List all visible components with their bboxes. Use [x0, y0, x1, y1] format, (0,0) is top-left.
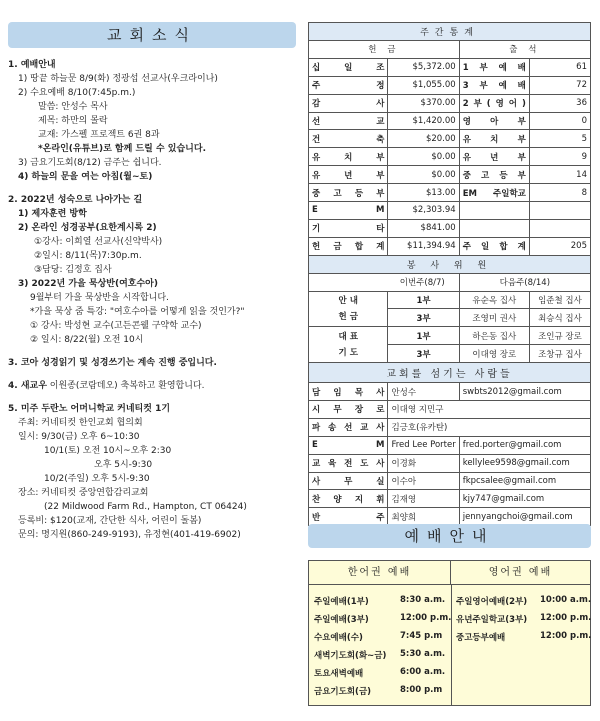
offering-label: 건 축 [309, 130, 388, 148]
service-part: 1부 [388, 291, 459, 309]
news-s2-b2: ②일시: 8/11(목)7:30p.m. [34, 251, 142, 261]
worship-name: 유년주일학교(3부) [456, 615, 528, 625]
news-s5-head: 5. 미주 두란노 어머니학교 커네티컷 1기 [8, 404, 171, 414]
offering-label: 주 정 [309, 76, 388, 94]
staff-role: E M [309, 436, 388, 454]
worship-name: 금요기도회(금) [314, 687, 372, 697]
news-s3: 3. 코아 성경읽기 및 성경쓰기는 계속 진행 중입니다. [8, 358, 217, 368]
service-part: 3부 [388, 309, 459, 327]
attendance-value: 36 [529, 94, 590, 112]
staff-role: 파 송 선 교 사 [309, 418, 388, 436]
staff-role: 찬 양 지 휘 [309, 490, 388, 508]
worship-name: 토요새벽예배 [314, 669, 364, 679]
offering-label: 유 치 부 [309, 148, 388, 166]
service-this-week-person: 하은동 집사 [459, 327, 529, 345]
worship-time: 10:00 a.m. [540, 595, 592, 605]
staff-row [309, 490, 591, 508]
attendance-label [459, 202, 529, 220]
attendance-label: 2 부 ( 영 어 ) [459, 94, 529, 112]
attendance-value: 5 [529, 130, 590, 148]
news-s5-l6: 장소: 커네티컷 중앙연합감리교회 [18, 488, 149, 498]
offering-label: 선 교 [309, 112, 388, 130]
news-s2-head: 2. 2022년 성숙으로 나아가는 길 [8, 195, 143, 205]
stats-row [309, 219, 591, 237]
news-s4-head: 4. 새교우 [8, 381, 47, 391]
attendance-value: 9 [529, 148, 590, 166]
news-s5-l8: 등록비: $120(교재, 간단한 식사, 어린이 돌봄) [18, 516, 202, 526]
attendance-value: 14 [529, 166, 590, 184]
attendance-value [529, 202, 590, 220]
attendance-label: 1 부 예 배 [459, 58, 529, 76]
staff-role: 교 육 전 도 사 [309, 454, 388, 472]
church-news-title: 교회소식 [107, 26, 197, 44]
attendance-label: 주 일 합 계 [459, 237, 529, 255]
news-s5-l2: 일시: 9/30(금) 오후 6~10:30 [18, 432, 140, 442]
news-s5-l9: 문의: 명지원(860-249-9193), 유정현(401-419-6902) [18, 530, 241, 540]
worship-name: 중고등부예배 [456, 633, 506, 643]
attendance-value: 205 [529, 237, 590, 255]
offering-head: 헌 금 [309, 41, 460, 59]
news-s1-d: 4) 하늘의 문을 여는 아침(월~토) [18, 172, 153, 182]
offering-value: $13.00 [388, 184, 459, 202]
attendance-value: 8 [529, 184, 590, 202]
staff-email: jennyangchoi@gmail.com [459, 508, 590, 526]
service-next-week: 다음주(8/14) [459, 273, 590, 291]
news-s5-l7: (22 Mildwood Farm Rd., Hampton, CT 06424) [44, 502, 247, 512]
staff-email: kjy747@gmail.com [459, 490, 590, 508]
attendance-label: EM 주일학교 [459, 184, 529, 202]
news-s2-b3: ③담당: 김정호 집사 [34, 265, 112, 275]
attendance-head: 출 석 [459, 41, 590, 59]
service-next-week-person: 최승식 집사 [529, 309, 590, 327]
staff-email: fred.porter@gmail.com [459, 436, 590, 454]
news-s1-b3: 교재: 가스펠 프로젝트 6권 8과 [38, 130, 160, 140]
staff-name: 김재영 [388, 490, 459, 508]
staff-role: 담 임 목 사 [309, 383, 388, 401]
offering-value: $1,420.00 [388, 112, 459, 130]
news-s5-l4: 오후 5시-9:30 [94, 460, 153, 470]
staff-name: Fred Lee Porter [388, 436, 459, 454]
offering-label: 중 고 등 부 [309, 184, 388, 202]
staff-row [309, 454, 591, 472]
staff-email: swbts2012@gmail.com [459, 383, 590, 401]
offering-value: $2,303.94 [388, 202, 459, 220]
staff-row [309, 472, 591, 490]
stats-row [309, 184, 591, 202]
news-s2-c4: ② 일시: 8/22(월) 오전 10시 [30, 335, 144, 345]
staff-email: fkpcsalee@gmail.com [459, 472, 590, 490]
attendance-value [529, 219, 590, 237]
news-section-3 [8, 356, 304, 370]
staff-email: kellylee9598@gmail.com [459, 454, 590, 472]
service-this-week-person: 유순옥 집사 [459, 291, 529, 309]
staff-name: 김긍호(유카탄) [388, 418, 591, 436]
offering-label: 십 일 조 [309, 58, 388, 76]
church-news-body [8, 58, 304, 551]
news-s2-c1: 9월부터 가을 묵상반을 시작합니다. [30, 293, 169, 303]
staff-row [309, 401, 591, 419]
service-title: 봉 사 위 원 [309, 255, 591, 273]
service-group-usher: 안 내 헌 금 [309, 291, 388, 327]
staff-name: 이대영 지민구 [388, 401, 591, 419]
staff-row [309, 383, 591, 401]
worship-guide-header [308, 524, 591, 548]
worship-guide-title: 예배안내 [404, 527, 495, 545]
weekly-stats-table [308, 22, 591, 526]
staff-title: 교회를 섬기는 사람들 [309, 363, 591, 383]
news-s1-b1: 말씀: 안성수 목사 [38, 102, 108, 112]
service-part: 1부 [388, 327, 459, 345]
offering-value: $20.00 [388, 130, 459, 148]
worship-time: 8:30 a.m. [400, 595, 446, 605]
stats-row [309, 58, 591, 76]
offering-value: $1,055.00 [388, 76, 459, 94]
news-s4-text: 이원종(코람데오) 축복하고 환영합니다. [49, 381, 205, 391]
worship-name: 주일예배(3부) [314, 615, 369, 625]
offering-label: 유 년 부 [309, 166, 388, 184]
church-news-header [8, 22, 296, 48]
news-s1-c: 3) 금요기도회(8/12) 금주는 쉽니다. [18, 158, 162, 168]
news-s5-l5: 10/2(주일) 오후 5시-9:30 [44, 474, 150, 484]
staff-row [309, 418, 591, 436]
stats-row [309, 148, 591, 166]
news-s1-b2: 제목: 하만의 몰락 [38, 116, 108, 126]
attendance-label [459, 219, 529, 237]
worship-divider [451, 585, 452, 705]
service-next-week-person: 임준철 집사 [529, 291, 590, 309]
news-s1-b4: *온라인(유튜브)로 함께 드릴 수 있습니다. [38, 144, 206, 154]
offering-value: $5,372.00 [388, 58, 459, 76]
news-section-5 [8, 402, 304, 542]
news-s1-b: 2) 수요예배 8/10(7:45p.m.) [18, 88, 136, 98]
service-row [309, 291, 591, 309]
offering-value: $0.00 [388, 148, 459, 166]
service-this-week-person: 이대영 장로 [459, 345, 529, 363]
worship-name: 새벽기도회(화~금) [314, 651, 387, 661]
attendance-label: 중 고 등 부 [459, 166, 529, 184]
korean-worship-head: 한어권 예배 [309, 561, 451, 585]
news-s2-b: 2) 온라인 성경공부(요한계시록 2) [18, 223, 157, 233]
english-worship-head: 영어권 예배 [451, 561, 590, 585]
worship-time: 6:00 a.m. [400, 667, 446, 677]
service-next-week-person: 조창규 집사 [529, 345, 590, 363]
service-row [309, 327, 591, 345]
stats-row [309, 130, 591, 148]
offering-value: $0.00 [388, 166, 459, 184]
news-section-2 [8, 193, 304, 347]
service-part: 3부 [388, 345, 459, 363]
stats-row [309, 76, 591, 94]
staff-name: 이수아 [388, 472, 459, 490]
worship-name: 주일예배(1부) [314, 597, 369, 607]
stats-row [309, 237, 591, 255]
worship-guide-box [308, 560, 591, 706]
stats-row [309, 112, 591, 130]
news-s2-b1: ①강사: 이희열 선교사(신약박사) [34, 237, 163, 247]
staff-name: 이경화 [388, 454, 459, 472]
offering-label: E M [309, 202, 388, 220]
offering-label: 기 타 [309, 219, 388, 237]
news-section-1 [8, 58, 304, 184]
worship-time: 7:45 p.m [400, 631, 443, 641]
worship-time: 12:00 p.m. [540, 631, 592, 641]
attendance-value: 61 [529, 58, 590, 76]
worship-time: 12:00 p.m. [540, 613, 592, 623]
worship-time: 8:00 p.m [400, 685, 443, 695]
offering-value: $370.00 [388, 94, 459, 112]
attendance-label: 유 년 부 [459, 148, 529, 166]
staff-row [309, 436, 591, 454]
stats-row [309, 94, 591, 112]
news-s2-a: 1) 제자훈련 방학 [18, 209, 87, 219]
staff-role: 시 무 장 로 [309, 401, 388, 419]
news-s2-c3: ① 강사: 박성현 교수(고든콘웰 구약학 교수) [30, 321, 202, 331]
stats-row [309, 202, 591, 220]
attendance-label: 3 부 예 배 [459, 76, 529, 94]
attendance-value: 72 [529, 76, 590, 94]
service-next-week-person: 조인규 장로 [529, 327, 590, 345]
attendance-label: 영 아 부 [459, 112, 529, 130]
offering-value: $841.00 [388, 219, 459, 237]
service-this-week: 이번주(8/7) [309, 273, 460, 291]
weekly-stats-title: 주간통계 [309, 23, 591, 41]
stats-row [309, 166, 591, 184]
staff-role: 사 무 실 [309, 472, 388, 490]
offering-label: 감 사 [309, 94, 388, 112]
service-group-prayer: 대 표 기 도 [309, 327, 388, 363]
news-s5-l3: 10/1(토) 오전 10시~오후 2:30 [44, 446, 172, 456]
news-s5-l1: 주최: 커네티컷 한인교회 협의회 [18, 418, 143, 428]
news-s2-c2: *가을 묵상 줌 특강: "여호수아를 어떻게 읽을 것인가?" [30, 307, 245, 317]
attendance-label: 유 치 부 [459, 130, 529, 148]
offering-value: $11,394.94 [388, 237, 459, 255]
news-section-4 [8, 379, 304, 393]
worship-time: 12:00 p.m. [400, 613, 452, 623]
worship-name: 수요예배(수) [314, 633, 363, 643]
service-this-week-person: 조영미 권사 [459, 309, 529, 327]
staff-name: 최양희 [388, 508, 459, 526]
staff-role: 반 주 [309, 508, 388, 526]
news-s1-a: 1) 땅끝 하늘문 8/9(화) 정광섭 선교사(우크라이나) [18, 74, 218, 84]
offering-label: 헌 금 합 계 [309, 237, 388, 255]
worship-name: 주일영어예배(2부) [456, 597, 528, 607]
staff-name: 안성수 [388, 383, 459, 401]
news-s2-c: 3) 2022년 가을 묵상반(여호수아) [18, 279, 158, 289]
worship-time: 5:30 a.m. [400, 649, 446, 659]
attendance-value: 0 [529, 112, 590, 130]
news-s1-head: 1. 예배안내 [8, 60, 56, 70]
